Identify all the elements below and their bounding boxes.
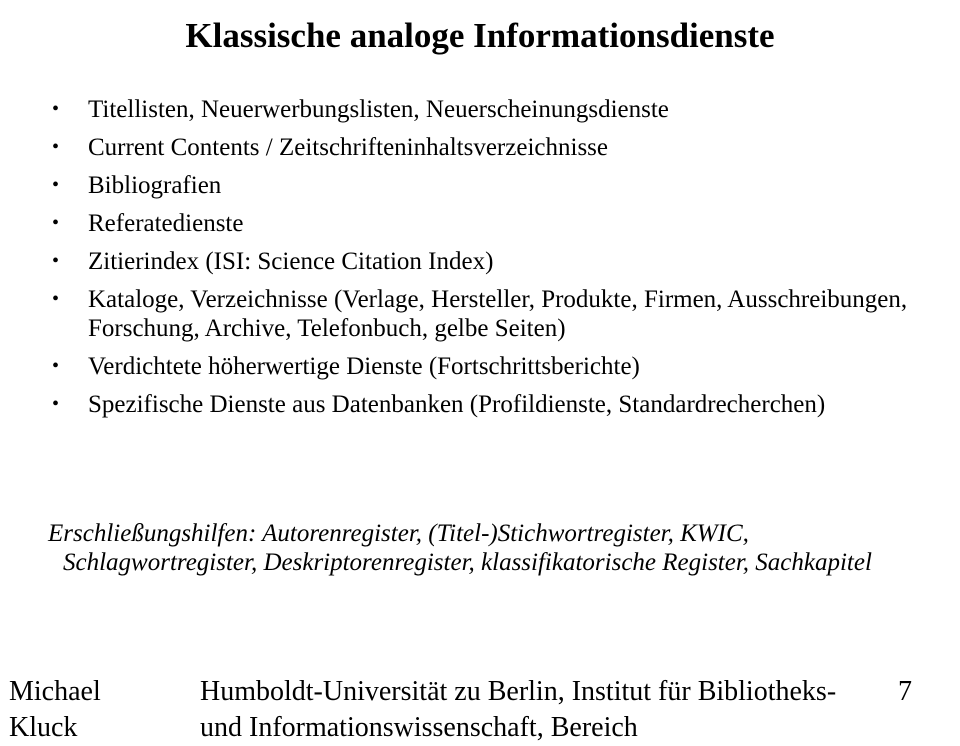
bullet-item (48, 133, 928, 162)
bullet-item (48, 352, 928, 381)
page-number: 7 (898, 676, 912, 707)
bullet-item (48, 247, 928, 276)
bullet-text: Spezifische Dienste aus Datenbanken (Profildienste, Standardrecherchen) (88, 391, 826, 418)
bullet-text: Verdichtete höherwertige Dienste (Fortschrittsberichte) (88, 353, 640, 380)
slide-footer (0, 674, 960, 743)
footer-institution: Humboldt-Universität zu Berlin, Institut für Bibliotheks- und Informationswissenschaft, Bereich (200, 676, 837, 743)
bullet-text: Zitierindex (ISI: Science Citation Index) (88, 248, 494, 275)
bullet-icon: • (52, 393, 60, 415)
bullet-icon: • (52, 136, 60, 158)
bullet-icon: • (52, 174, 60, 196)
bullet-text: Current Contents / Zeitschrifteninhaltsverzeichnisse (88, 134, 608, 161)
bullet-item (48, 285, 928, 343)
bullet-icon: • (52, 98, 60, 120)
indexing-aids-note: Erschließungshilfen: Autorenregister, (Titel-)Stichwortregister, KWIC, Schlagwortregister, Deskriptorenregister, klassifikatorische Register, Sachkapitel (48, 520, 872, 576)
bullet-text: Kataloge, Verzeichnisse (Verlage, Hersteller, Produkte, Firmen, Ausschreibungen, Forschung, Archive, Telefonbuch, gelbe Seiten) (88, 286, 908, 342)
bullet-item (48, 95, 928, 124)
bullet-icon: • (52, 288, 60, 310)
bullet-item (48, 209, 928, 238)
bullet-list (48, 95, 928, 428)
footer-author: Michael Kluck (9, 676, 101, 743)
bullet-text: Referatedienste (88, 210, 244, 237)
bullet-text: Bibliografien (88, 172, 222, 199)
bullet-icon: • (52, 250, 60, 272)
bullet-item (48, 390, 928, 419)
bullet-icon: • (52, 212, 60, 234)
slide-title: Klassische analoge Informationsdienste (185, 16, 775, 55)
bullet-text: Titellisten, Neuerwerbungslisten, Neuerscheinungsdienste (88, 96, 669, 123)
bullet-icon: • (52, 355, 60, 377)
bullet-item (48, 171, 928, 200)
